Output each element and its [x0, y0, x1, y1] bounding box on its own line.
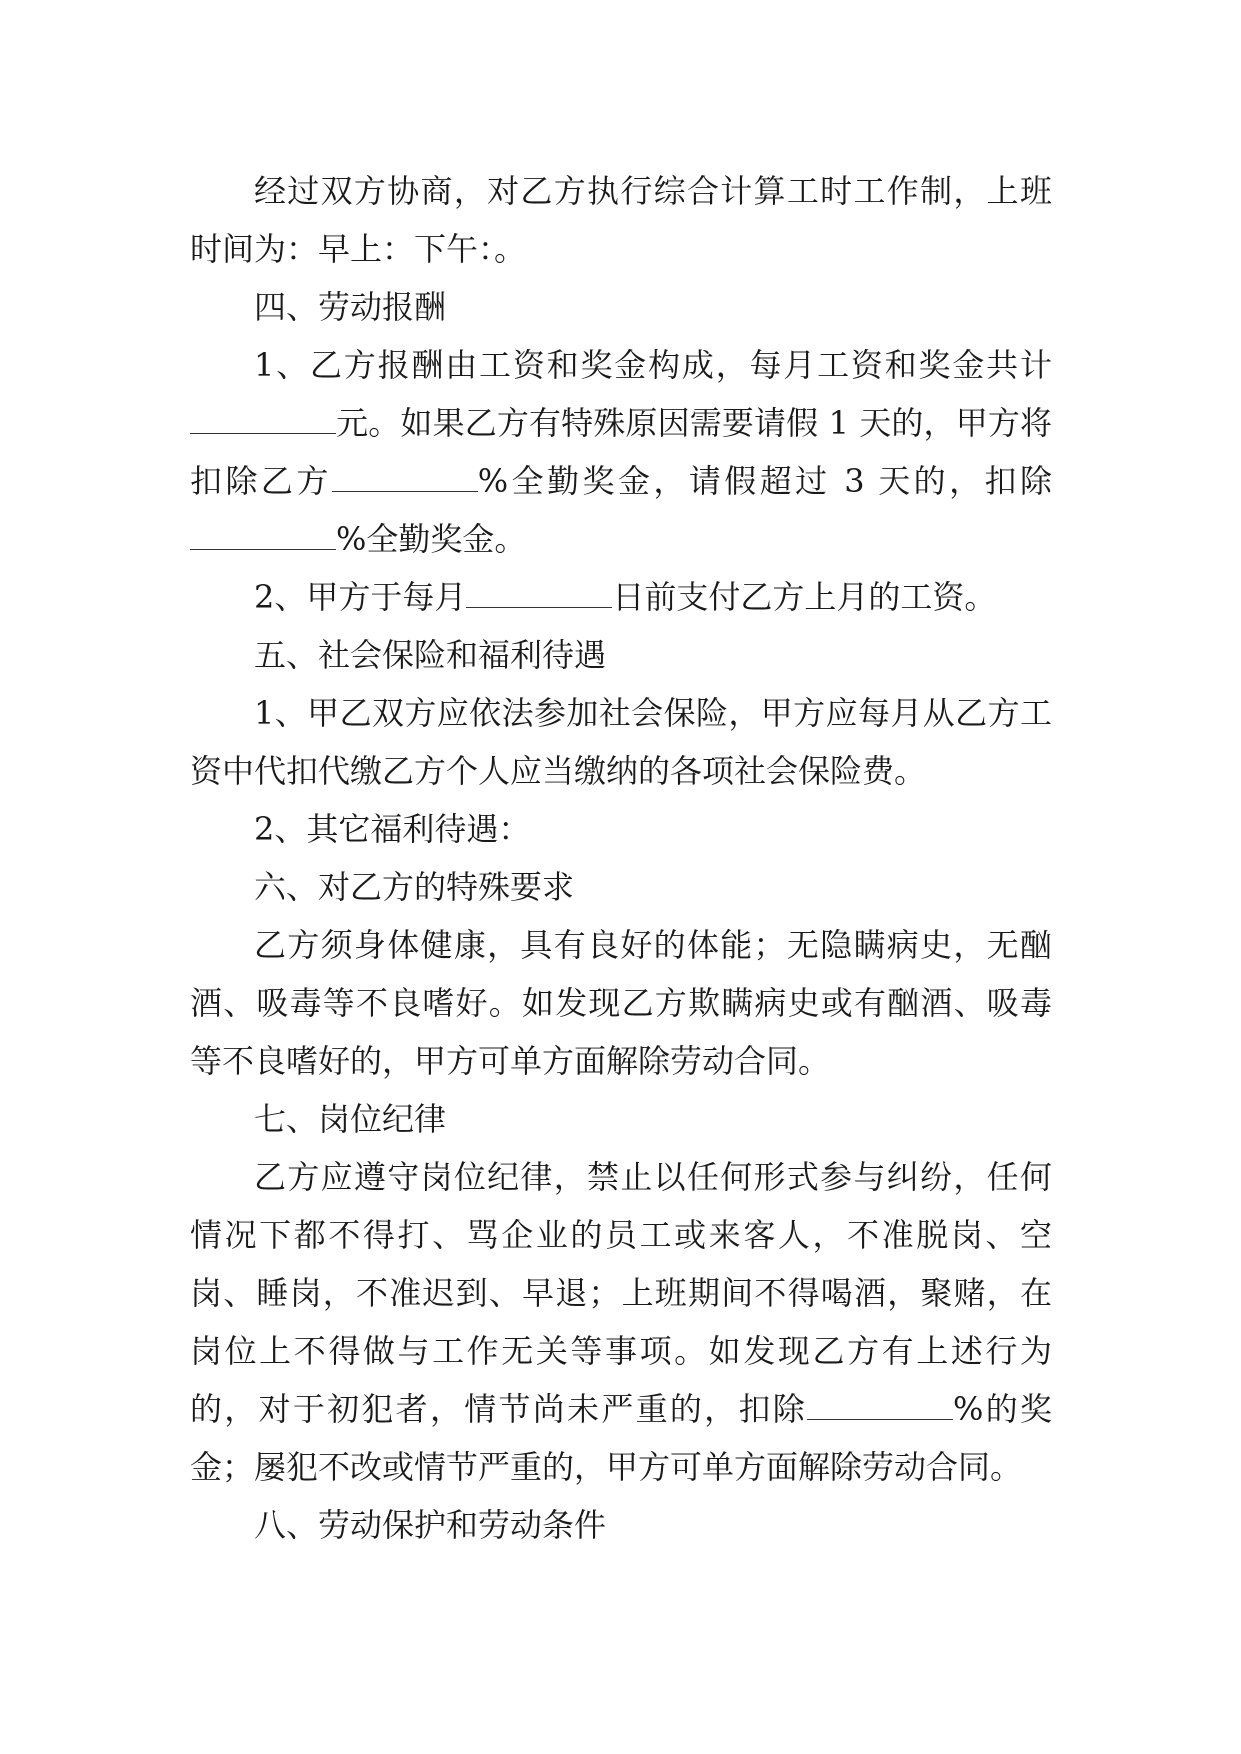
heading-text: 六、对乙方的特殊要求	[254, 868, 575, 906]
blank-fill-line	[807, 1389, 953, 1420]
blank-fill-line	[466, 577, 612, 608]
section-heading-social-insurance	[190, 626, 1052, 684]
heading-text: 五、社会保险和福利待遇	[254, 636, 607, 674]
paragraph-text: 乙方应遵守岗位纪律，禁止以任何形式参与纠纷，任何情况下都不得打、骂企业的员工或来客人，不准脱岗、空岗、睡岗，不准迟到、早退；上班期间不得喝酒，聚赌，在岗位上不得做与工作无关等事项。如发现乙方有上述行为的，对于初犯者，情节尚未严重的，扣除	[190, 1158, 1052, 1428]
paragraph-text: 1、乙方报酬由工资和奖金构成，每月工资和奖金共计	[254, 346, 1052, 384]
blank-fill-line	[190, 519, 336, 550]
blank-fill-line	[332, 461, 478, 492]
section-heading-discipline	[190, 1090, 1052, 1148]
paragraph-text: %全勤奖金。	[336, 520, 527, 558]
heading-text: 七、岗位纪律	[254, 1100, 447, 1138]
paragraph-text: 乙方须身体健康，具有良好的体能；无隐瞒病史，无酗酒、吸毒等不良嗜好。如发现乙方欺瞒病史或有酗酒、吸毒等不良嗜好的，甲方可单方面解除劳动合同。	[190, 926, 1052, 1080]
paragraph-text: %全勤奖金，请假超过 3 天的，扣除	[477, 462, 1052, 500]
section-heading-labor-protection	[190, 1496, 1052, 1554]
paragraph-social-insurance-1	[190, 684, 1052, 800]
paragraph-text: 日前支付乙方上月的工资。	[612, 578, 997, 616]
paragraph-text: 1、甲乙双方应依法参加社会保险，甲方应每月从乙方工资中代扣代缴乙方个人应当缴纳的各项社会保险费。	[190, 694, 1052, 790]
blank-fill-line	[190, 403, 336, 434]
paragraph-remuneration-2	[190, 568, 1052, 626]
paragraph-text: 经过双方协商，对乙方执行综合计算工时工作制，上班时间为：早上：下午：。	[190, 172, 1052, 268]
paragraph-text: 元。如果乙方有特殊原因需要请假 1 天的，甲方将扣除乙方	[190, 404, 1052, 500]
heading-text: 八、劳动保护和劳动条件	[254, 1506, 607, 1544]
paragraph-work-hours	[190, 162, 1052, 278]
paragraph-text: %的奖金；屡犯不改或情节严重的，甲方可单方面解除劳动合同。	[190, 1390, 1052, 1486]
paragraph-special-requirements	[190, 916, 1052, 1090]
document-body	[190, 162, 1052, 1554]
paragraph-remuneration-1	[190, 336, 1052, 568]
section-heading-remuneration	[190, 278, 1052, 336]
paragraph-text: 2、其它福利待遇：	[254, 810, 531, 848]
section-heading-special-requirements	[190, 858, 1052, 916]
paragraph-discipline	[190, 1148, 1052, 1496]
paragraph-social-insurance-2	[190, 800, 1052, 858]
heading-text: 四、劳动报酬	[254, 288, 447, 326]
paragraph-text: 2、甲方于每月	[254, 578, 467, 616]
